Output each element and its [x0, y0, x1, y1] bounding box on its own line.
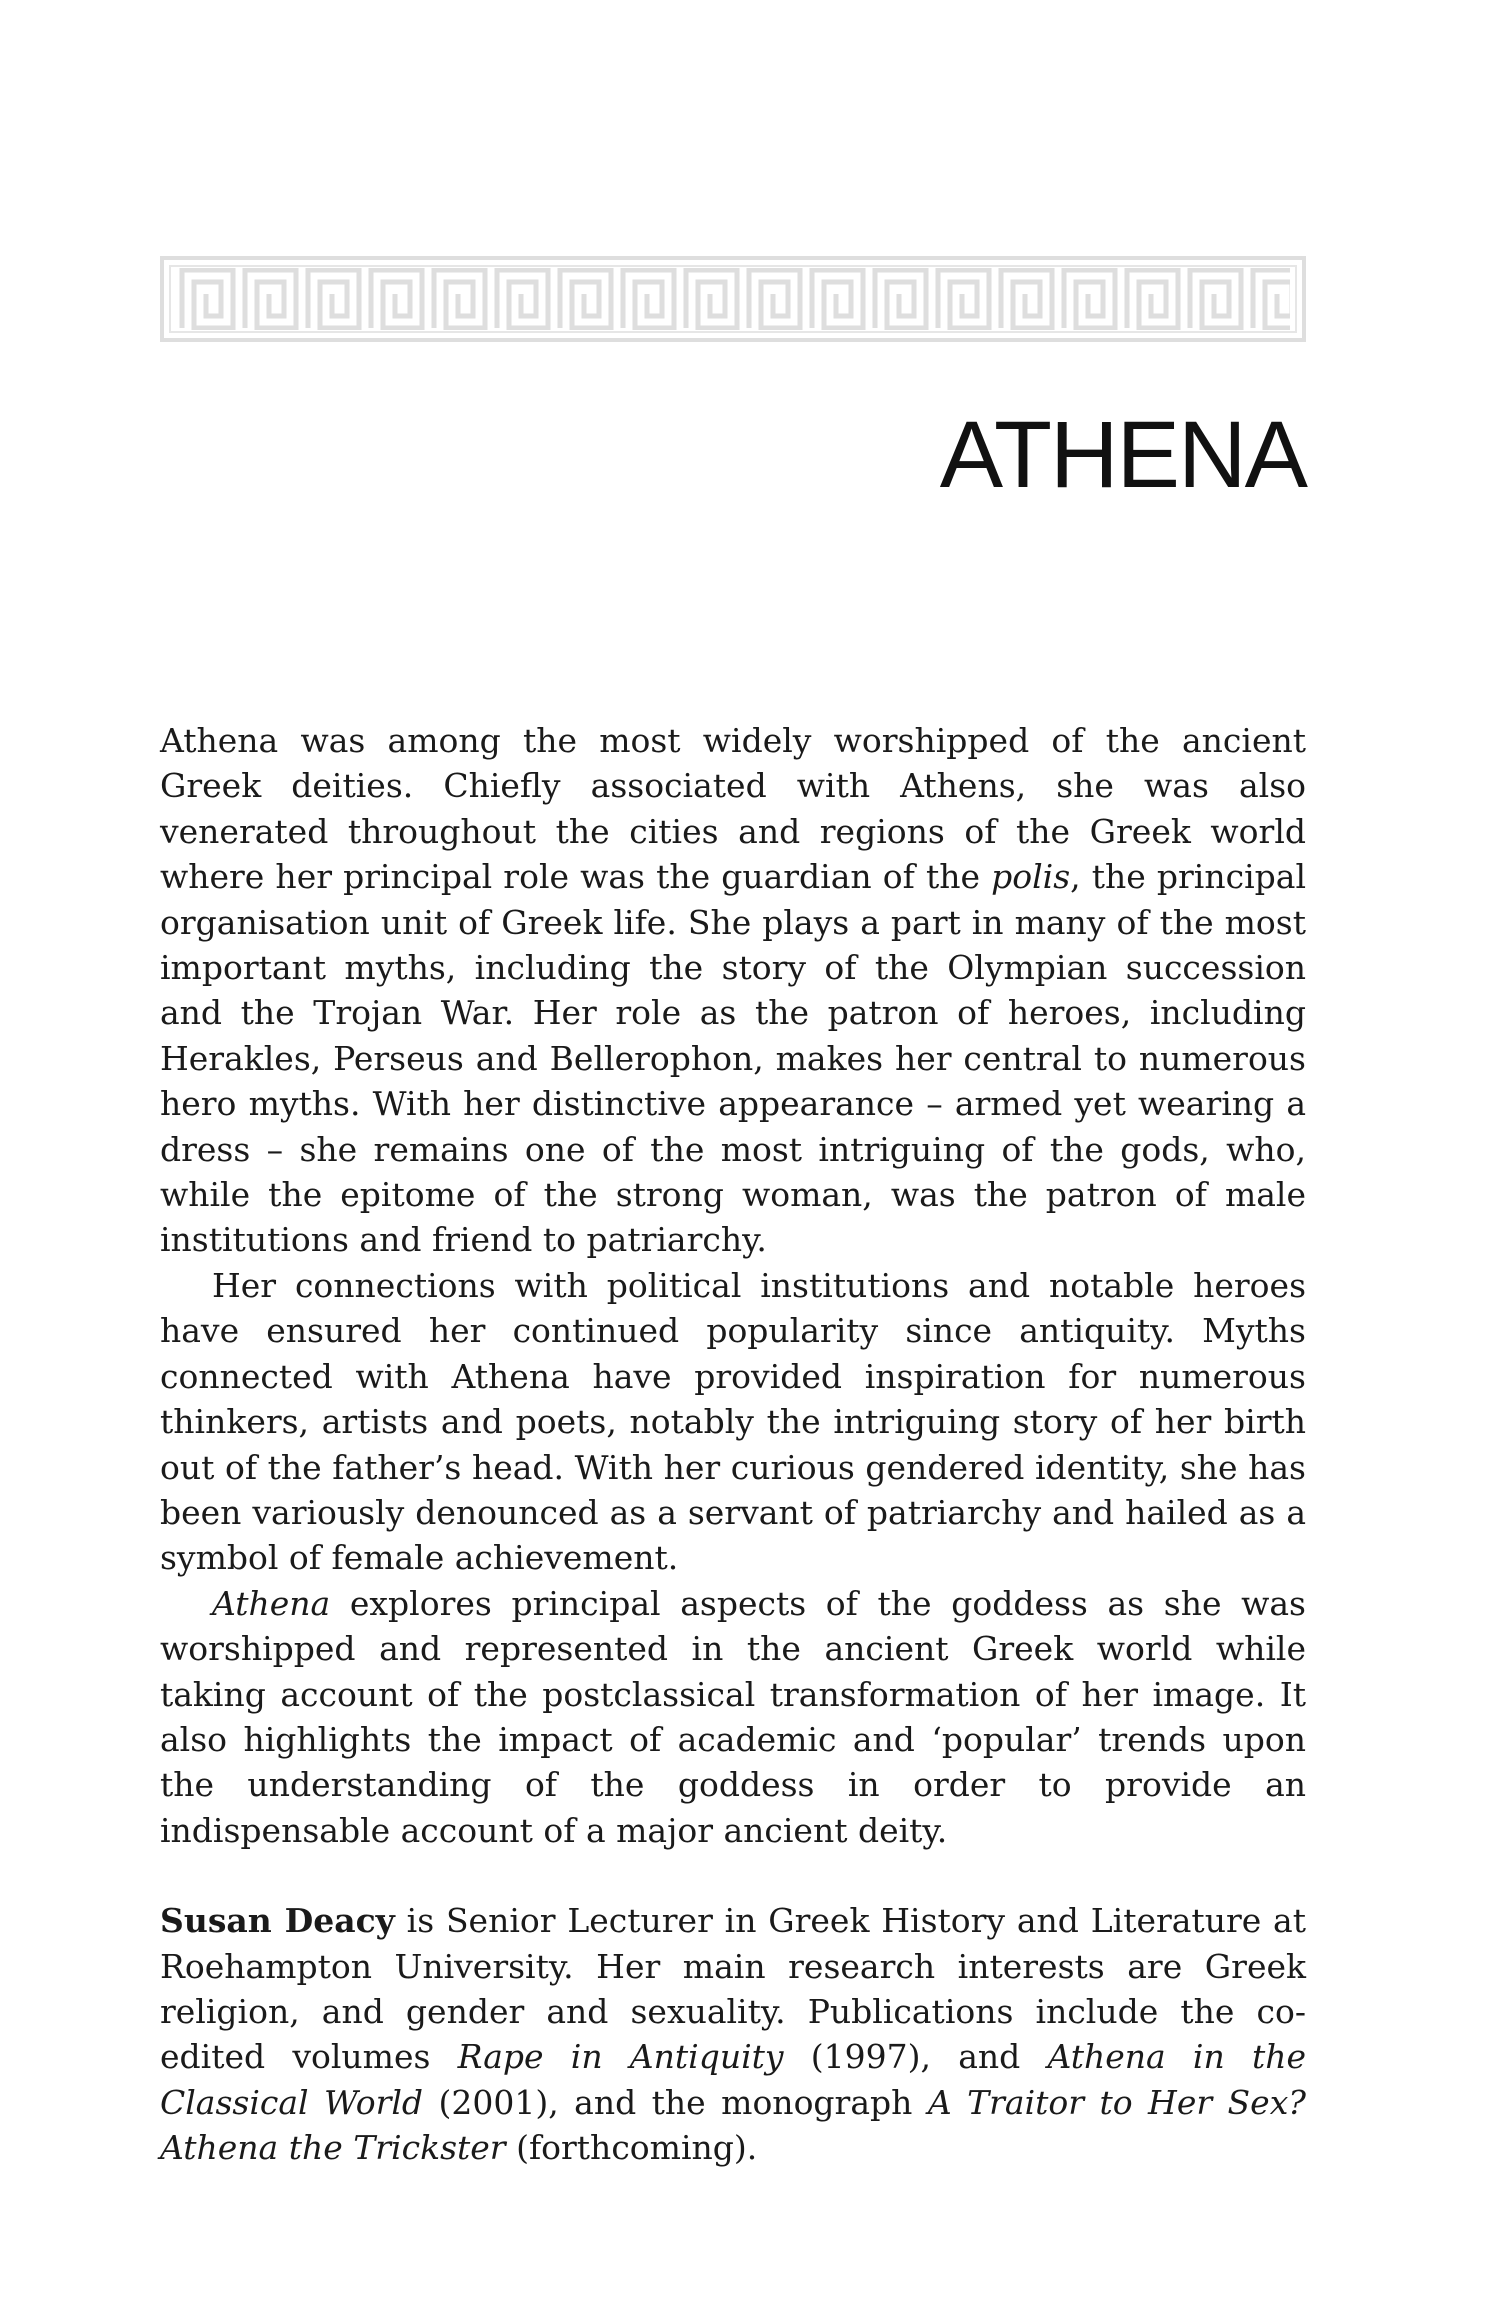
back-cover-text	[160, 718, 1306, 2171]
publication-title: A Traitor to Her Sex? Athena the Trickster	[160, 2082, 1306, 2168]
description-paragraph-2: Her connections with political institutions and notable heroes have ensured her continued popularity since antiquity. Myths connected with Athena have provided inspiration for numerous thinkers, artists and poets, notably the intriguing story of her birth out of the father’s head. With her curious gendered identity, she has been variously denounced as a servant of patriarchy and hailed as a symbol of female achievement.	[160, 1265, 1306, 1578]
author-name: Susan Deacy	[160, 1901, 395, 1941]
polis-term: polis	[991, 857, 1071, 897]
book-title: ATHENA	[939, 402, 1306, 508]
author-bio	[160, 1898, 1306, 2170]
description-paragraph-3	[160, 1581, 1306, 1853]
description-text: , the principal organisation unit of Greek life. She plays a part in many of the most important myths, including the story of the Olympian succession and the Trojan War. Her role as the patron of heroes, including Herakles, Perseus and Bellerophon, makes her central to numerous hero myths. With her distinctive appearance – armed yet wearing a dress – she remains one of the most intriguing of the gods, who, while the epitome of the strong woman, was the patron of male institutions and friend to patriarchy.	[160, 857, 1306, 1260]
greek-key-border	[160, 256, 1306, 342]
description-text: Athena was among the most widely worshipped of the ancient Greek deities. Chiefly associated with Athens, she was also venerated throughout the cities and regions of the Greek world where her principal role was the guardian of the	[160, 721, 1306, 897]
publication-title: Athena in the Classical World	[160, 2037, 1306, 2122]
description-paragraph-1	[160, 718, 1306, 1263]
bio-text: (1997), and	[783, 2037, 1048, 2077]
bio-text: (forthcoming).	[505, 2128, 758, 2168]
description-text: explores principal aspects of the goddess as she was worshipped and represented in the ancient Greek world while taking account of the postclassical transformation of her image. It also highlights the impact of academic and ‘popular’ trends upon the understanding of the goddess in order to provide an indispensable account of a major ancient deity.	[160, 1583, 1306, 1850]
publication-title: Rape in Antiquity	[457, 2037, 784, 2077]
book-title-reference: Athena	[212, 1583, 331, 1623]
bio-text: (2001), and the monograph	[423, 2082, 928, 2122]
bio-text: is Senior Lecturer in Greek History and Literature at Roehampton University. Her main research interests are Greek religion, and gender and sexuality. Publications include the co-edited volumes	[160, 1901, 1306, 2077]
